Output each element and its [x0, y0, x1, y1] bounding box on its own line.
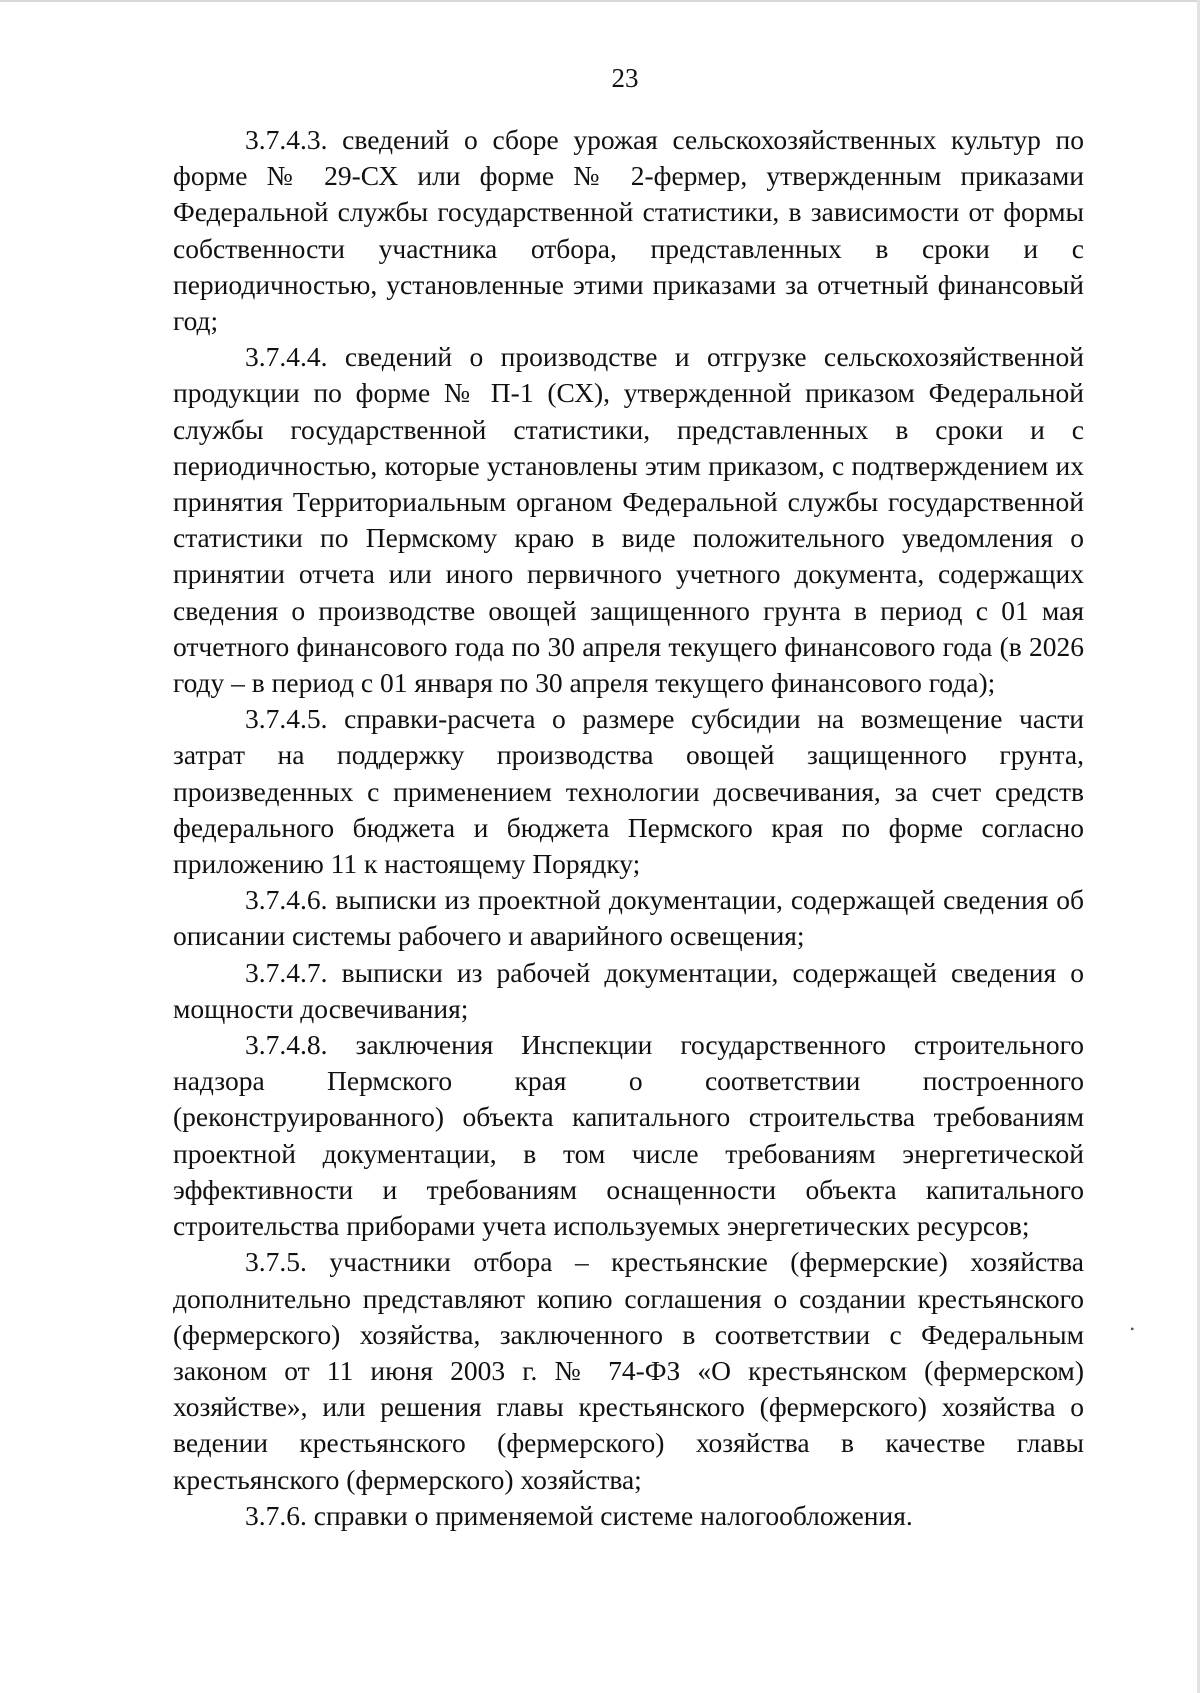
paragraph-3-7-4-7 [173, 955, 1084, 1027]
paragraph-text: выписки из проектной документации, содержащей сведения об описании системы рабочего и аварийного освещения; [173, 884, 1084, 952]
paragraph-text: участники отбора – крестьянские (фермерские) хозяйства дополнительно представляют копию соглашения о создании крестьянского (фермерского) хозяйства, заключенного в соответствии с Федеральным законом от 11 июня 2003 г. № 74-ФЗ «О крестьянском (фермерском) хозяйстве», или решения главы крестьянского (фермерского) хозяйства о ведении крестьянского (фермерского) хозяйства в качестве главы крестьянского (фермерского) хозяйства; [173, 1246, 1085, 1495]
page-number: 23 [611, 63, 639, 93]
scan-edge-top [0, 0, 1200, 2]
paragraph-number: 3.7.4.8. [245, 1029, 328, 1061]
document-body [173, 122, 1084, 1534]
scan-mark: • [1130, 1322, 1135, 1336]
paragraph-3-7-4-3 [173, 122, 1084, 339]
paragraph-text: заключения Инспекции государственного строительного надзора Пермского края о соответствии построенного (реконструированного) объекта капитального строительства требованиям проектной документации, в том числе требованиям энергетической эффективности и требованиям оснащенности объекта капитального строительства приборами учета используемых энергетических ресурсов; [173, 1029, 1084, 1242]
paragraph-3-7-6 [173, 1498, 1084, 1534]
paragraph-3-7-4-4 [173, 339, 1084, 701]
paragraph-number: 3.7.4.5. [245, 703, 328, 735]
paragraph-text: справки-расчета о размере субсидии на возмещение части затрат на поддержку производства овощей защищенного грунта, произведенных с применением технологии досвечивания, за счет средств федерального бюджета и бюджета Пермского края по форме согласно приложению 11 к настоящему Порядку; [173, 703, 1085, 880]
paragraph-number: 3.7.4.4. [245, 341, 328, 373]
paragraph-3-7-5 [173, 1244, 1084, 1497]
paragraph-text: сведений о сборе урожая сельскохозяйственных культур по форме № 29-СХ или форме № 2-фермер, утвержденным приказами Федеральной службы государственной статистики, в зависимости от формы собственности участника отбора, представленных в сроки и с периодичностью, установленные этими приказами за отчетный финансовый год; [173, 124, 1084, 337]
paragraph-3-7-4-8 [173, 1027, 1084, 1244]
paragraph-number: 3.7.4.7. [245, 956, 328, 988]
paragraph-3-7-4-6 [173, 882, 1084, 954]
paragraph-number: 3.7.4.6. [245, 884, 328, 916]
paragraph-3-7-4-5 [173, 701, 1084, 882]
paragraph-number: 3.7.4.3. [245, 124, 328, 155]
paragraph-text: сведений о производстве и отгрузке сельскохозяйственной продукции по форме № П-1 (СХ), утвержденной приказом Федеральной службы государственной статистики, представленных в сроки и с периодичностью, которые установлены этим приказом, с подтверждением их принятия Территориальным органом Федеральной службы государственной статистики по Пермскому краю в виде положительного уведомления о принятии отчета или иного первичного учетного документа, содержащих сведения о производстве овощей защищенного грунта в период с 01 мая отчетного финансового года по 30 апреля текущего финансового года (в 2026 году – в период с 01 января по 30 апреля текущего финансового года); [173, 341, 1085, 699]
paragraph-number: 3.7.6. [245, 1499, 307, 1531]
paragraph-number: 3.7.5. [245, 1246, 307, 1278]
paragraph-text: выписки из рабочей документации, содержащей сведения о мощности досвечивания; [173, 956, 1085, 1024]
paragraph-text: справки о применяемой системе налогообложения. [313, 1499, 913, 1531]
